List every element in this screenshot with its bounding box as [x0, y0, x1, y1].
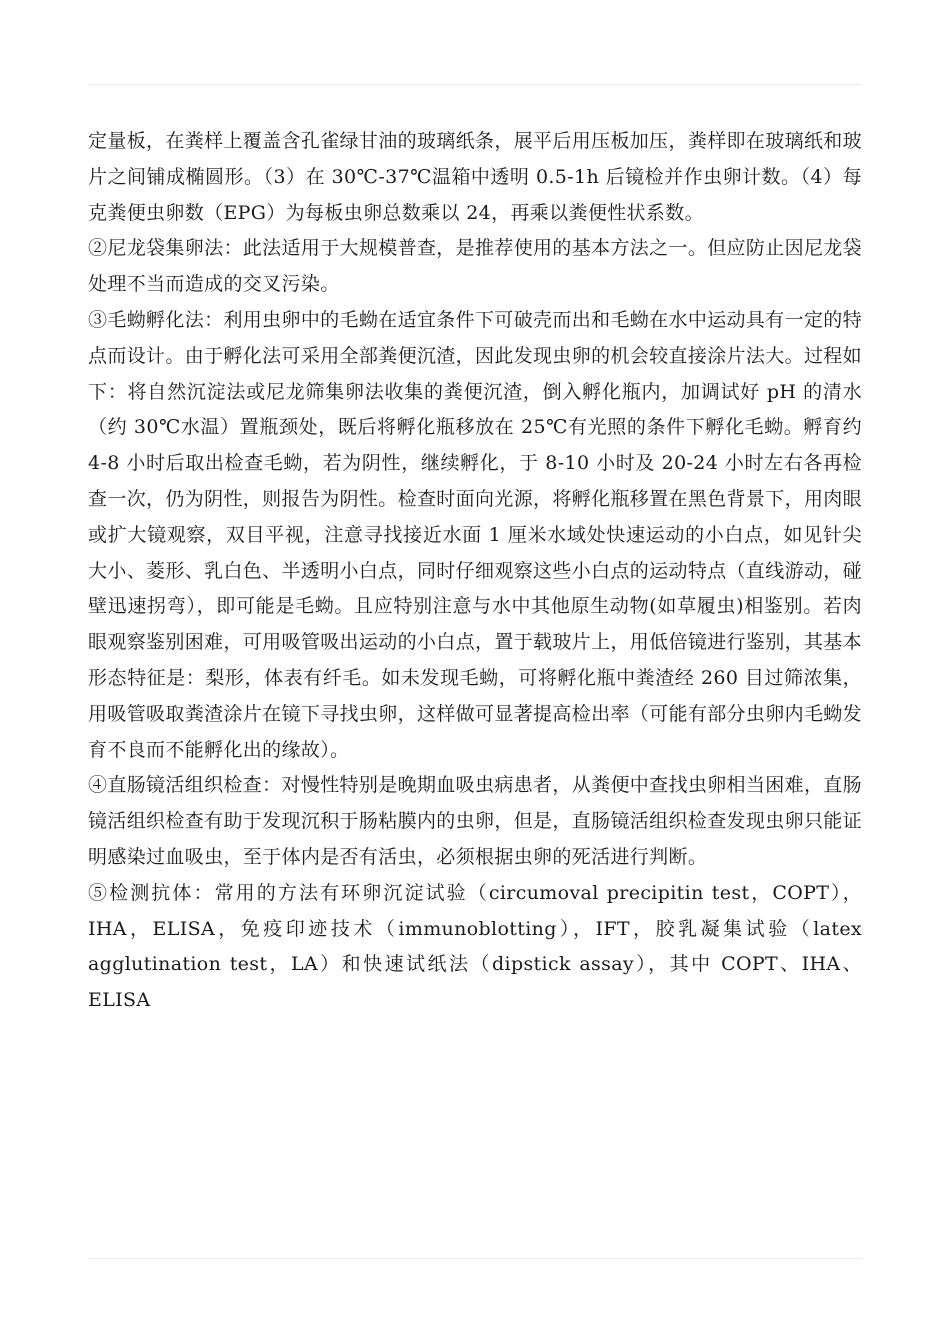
document-body: [88, 124, 862, 1019]
footer-rule: [88, 1258, 862, 1259]
header-rule: [88, 84, 862, 85]
paragraph-miracidium-hatching: ③毛蚴孵化法：利用虫卵中的毛蚴在适宜条件下可破壳而出和毛蚴在水中运动具有一定的特点而设计。由于孵化法可采用全部粪便沉渣，因此发现虫卵的机会较直接涂片法大。过程如下：将自然沉淀法或尼龙筛集卵法收集的粪便沉渣，倒入孵化瓶内，加调试好 pH 的清水（约 30℃水温）置瓶颈处，既后将孵化瓶移放在 25℃有光照的条件下孵化毛蚴。孵育约 4-8 小时后取出检查毛蚴，若为阴性，继续孵化，于 8-10 小时及 20-24 小时左右各再检查一次，仍为阴性，则报告为阴性。检查时面向光源，将孵化瓶移置在黑色背景下，用肉眼或扩大镜观察，双目平视，注意寻找接近水面 1 厘米水域处快速运动的小白点，如见针尖大小、菱形、乳白色、半透明小白点，同时仔细观察这些小白点的运动特点（直线游动，碰壁迅速拐弯），即可能是毛蚴。且应特别注意与水中其他原生动物(如草履虫)相鉴别。若肉眼观察鉴别困难，可用吸管吸出运动的小白点，置于载玻片上，用低倍镜进行鉴别，其基本形态特征是：梨形，体表有纤毛。如未发现毛蚴，可将孵化瓶中粪渣经 260 目过筛浓集，用吸管吸取粪渣涂片在镜下寻找虫卵，这样做可显著提高检出率（可能有部分虫卵内毛蚴发育不良而不能孵化出的缘故）。: [88, 308, 863, 761]
paragraph-antibody-detection: ⑤检测抗体：常用的方法有环卵沉淀试验（circumoval precipitin test，COPT），IHA，ELISA，免疫印迹技术（immunoblotting），IFT，胶乳凝集试验（latex agglutination test，LA）和快速试纸法（dipstick assay），其中 COPT、IHA、ELISA: [88, 881, 862, 1012]
paragraph-nylon-bag-method: ②尼龙袋集卵法：此法适用于大规模普查，是推荐使用的基本方法之一。但应防止因尼龙袋处理不当而造成的交叉污染。: [88, 237, 863, 296]
paragraph-kato-continuation: 定量板，在粪样上覆盖含孔雀绿甘油的玻璃纸条，展平后用压板加压，粪样即在玻璃纸和玻片之间铺成椭圆形。（3）在 30℃-37℃温箱中透明 0.5-1h 后镜检并作虫卵计数。（4）每克粪便虫卵数（EPG）为每板虫卵总数乘以 24，再乘以粪便性状系数。: [88, 130, 863, 224]
paragraph-rectal-biopsy: ④直肠镜活组织检查：对慢性特别是晚期血吸虫病患者，从粪便中查找虫卵相当困难，直肠镜活组织检查有助于发现沉积于肠粘膜内的虫卵，但是，直肠镜活组织检查发现虫卵只能证明感染过血吸虫，至于体内是否有活虫，必须根据虫卵的死活进行判断。: [88, 774, 863, 868]
